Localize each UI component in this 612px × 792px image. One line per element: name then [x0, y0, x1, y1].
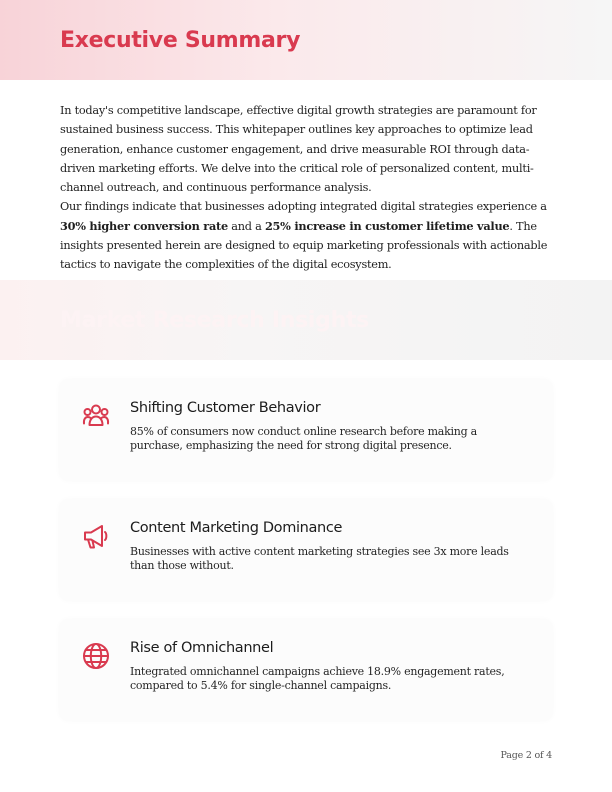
insight-card-customer-behavior [60, 380, 552, 480]
card-title: Shifting Customer Behavior [130, 400, 321, 416]
megaphone-icon [81, 521, 111, 551]
card-title: Content Marketing Dominance [130, 520, 343, 536]
card-description: Businesses with active content marketing strategies see 3x more leads than those without. [130, 545, 509, 572]
page-number: Page 2 of 4 [500, 750, 552, 761]
summary-paragraph-2-join: and a [227, 219, 265, 233]
executive-summary-body [60, 101, 552, 275]
conversion-rate-highlight: 30% higher conversion rate [60, 218, 228, 233]
summary-paragraph-2 [60, 197, 552, 274]
insight-card-content-marketing [60, 500, 552, 600]
summary-paragraph-2-intro: Our findings indicate that businesses adopting integrated digital strategies experience a [60, 200, 547, 214]
users-group-icon [81, 401, 111, 431]
lifetime-value-highlight: 25% increase in customer lifetime value [264, 218, 510, 233]
market-research-title: Market Research Insights [60, 308, 369, 333]
summary-paragraph-2-end: . The insights presented herein are designed to equip marketing professionals with actionable tactics to navigate the complexities of the digital ecosystem. [60, 219, 548, 272]
globe-icon [81, 641, 111, 671]
executive-summary-title: Executive Summary [60, 28, 301, 53]
card-description: Integrated omnichannel campaigns achieve 18.9% engagement rates, compared to 5.4% for single-channel campaigns. [130, 665, 505, 692]
card-title: Rise of Omnichannel [130, 640, 274, 656]
summary-paragraph-1: In today's competitive landscape, effective digital growth strategies are paramount for sustained business success. This whitepaper outlines key approaches to optimize lead generation, enhance customer engagement, and drive measurable ROI through data-driven marketing efforts. We delve into the critical role of personalized content, multi-channel outreach, and continuous performance analysis. [60, 104, 537, 195]
insight-card-omnichannel [60, 620, 552, 720]
card-description: 85% of consumers now conduct online research before making a purchase, emphasizing the need for strong digital presence. [130, 425, 477, 452]
